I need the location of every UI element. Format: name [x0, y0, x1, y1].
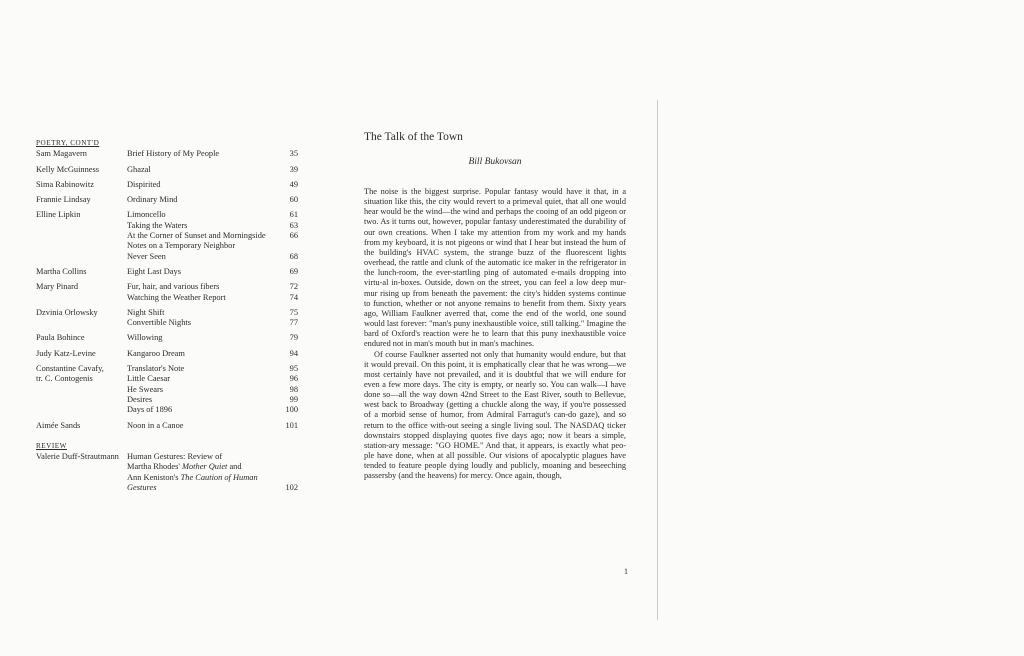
toc-page-number: 35 — [289, 149, 298, 159]
article — [364, 131, 626, 482]
toc-row — [36, 180, 298, 190]
toc-title: Desires — [127, 394, 153, 404]
toc-row — [36, 405, 298, 415]
article-title: The Talk of the Town — [364, 131, 463, 143]
toc-section-heading-poetry: POETRY, CONT'D — [36, 139, 100, 147]
article-paragraph: The noise is the biggest surprise. Popular fantasy would have it that, in a situation like this, the city would revert to a primeval quiet, that all one would hear would be the wind—the wind and perhaps the cooing of an odd pigeon or two. As it turns out, however, popular fantasy underestimated the durability of our own creations. When I take my attention from my work and my hands from my keyboard, it is not pigeons or wind that I hear but instead the hum of the building's HVAC system, the strange buzz of the fluorescent lights overhead, the rattle and clunk of the automatic ice maker in the refrigerator in the lunch-room, the ever-startling ping of automated e-mails dropping into virtu-al in-boxes. Outside, down on the street, you can feel a low deep mur-mur rising up from beneath the pavement: the city's hidden systems continue to function, whether or not anyone remains to benefit from them. Sixty years ago, William Faulkner averred that, come the end of the world, one sound would last forever: "man's puny inexhaustible voice, still talking." Imagine the bard of Oxford's reaction were he to learn that this puny inexhaustible voice endured not in man's mouth but in man's machines. — [364, 187, 626, 349]
toc-title: Willowing — [127, 333, 163, 343]
toc-row — [36, 252, 298, 262]
toc-row — [36, 231, 298, 241]
toc-page-number: 99 — [289, 394, 298, 404]
toc-row — [36, 374, 298, 384]
toc-author: Dzvinia Orlowsky — [36, 307, 98, 317]
toc-author: Aimée Sands — [36, 420, 81, 430]
toc-page-number: 77 — [289, 318, 298, 328]
article-byline: Bill Bukovsan — [468, 157, 522, 167]
toc-page-number: 94 — [289, 348, 298, 358]
toc-entry-group — [36, 421, 298, 431]
toc-title: Night Shift — [127, 307, 165, 317]
toc-title: Ordinary Mind — [127, 195, 178, 205]
toc-page-number: 72 — [289, 282, 298, 292]
toc-title: Human Gestures: Review of — [127, 452, 223, 462]
toc-page-number: 63 — [289, 220, 298, 230]
toc-title: Ann Keniston's The Caution of Human — [127, 472, 258, 482]
toc-page-number: 49 — [289, 179, 298, 189]
toc-author: Sam Magavern — [36, 149, 87, 159]
toc-title: Limoncello — [127, 210, 166, 220]
toc-entry-group — [36, 210, 298, 261]
toc-title: Never Seen — [127, 251, 166, 261]
toc-title: Watching the Weather Report — [127, 292, 226, 302]
toc-entry-group — [36, 267, 298, 277]
toc-page-number: 39 — [289, 164, 298, 174]
toc-title: Convertible Nights — [127, 318, 191, 328]
toc-title: Noon in a Canoe — [127, 420, 184, 430]
toc-title: Taking the Waters — [127, 220, 188, 230]
toc-row — [36, 195, 298, 205]
toc-row — [36, 333, 298, 343]
toc-poetry-list — [36, 149, 298, 431]
toc-author: Paula Bohince — [36, 333, 85, 343]
toc-author: Mary Pinard — [36, 282, 79, 292]
toc-author: Judy Katz-Levine — [36, 348, 96, 358]
toc-page-number: 101 — [285, 420, 298, 430]
toc-entry-group — [36, 364, 298, 415]
toc-row — [36, 421, 298, 431]
toc-entry-group — [36, 282, 298, 303]
toc-row — [36, 165, 298, 175]
toc-row — [36, 282, 298, 292]
toc-page-number: 69 — [289, 266, 298, 276]
toc-page-number: 66 — [289, 231, 298, 241]
table-of-contents — [36, 138, 298, 498]
toc-row — [36, 364, 298, 374]
toc-title: He Swears — [127, 384, 164, 394]
toc-page-number: 100 — [285, 405, 298, 415]
toc-row — [36, 267, 298, 277]
toc-title: Notes on a Temporary Neighbor — [127, 241, 236, 251]
toc-row — [36, 221, 298, 231]
toc-title: Fur, hair, and various fibers — [127, 282, 220, 292]
toc-page-number: 96 — [289, 374, 298, 384]
toc-title: Translator's Note — [127, 364, 185, 374]
toc-page-number: 68 — [289, 251, 298, 261]
toc-title: At the Corner of Sunset and Morningside — [127, 231, 266, 241]
toc-page-number: 95 — [289, 364, 298, 374]
toc-author-line2: tr. C. Contogenis — [36, 374, 93, 384]
toc-page-number: 98 — [289, 384, 298, 394]
page-number: 1 — [624, 567, 628, 576]
toc-entry-group — [36, 349, 298, 359]
toc-row — [36, 241, 298, 251]
toc-title: Kangaroo Dream — [127, 348, 185, 358]
toc-author: Elline Lipkin — [36, 210, 81, 220]
page-divider — [657, 100, 658, 620]
toc-row — [36, 318, 298, 328]
toc-entry-group — [36, 165, 298, 175]
toc-title: Gestures — [127, 483, 157, 493]
toc-title: Dispirited — [127, 179, 161, 189]
toc-row — [36, 293, 298, 303]
toc-author: Sima Rabinowitz — [36, 179, 94, 189]
toc-title: Eight Last Days — [127, 266, 181, 276]
toc-author: Constantine Cavafy, — [36, 364, 104, 374]
toc-page-number: 60 — [289, 195, 298, 205]
toc-row — [36, 385, 298, 395]
toc-review-entry — [36, 452, 298, 493]
toc-row — [36, 349, 298, 359]
toc-author: Martha Collins — [36, 266, 87, 276]
toc-author: Valerie Duff-Strautmann — [36, 452, 119, 462]
toc-page-number: 102 — [285, 483, 298, 493]
toc-title: Brief History of My People — [127, 149, 220, 159]
toc-entry-group — [36, 180, 298, 190]
toc-author: Frannie Lindsay — [36, 195, 91, 205]
toc-row — [36, 210, 298, 220]
toc-author: Kelly McGuinness — [36, 164, 100, 174]
toc-title: Martha Rhodes' Mother Quiet and — [127, 462, 242, 472]
toc-row — [36, 149, 298, 159]
toc-page-number: 75 — [289, 307, 298, 317]
toc-entry-group — [36, 195, 298, 205]
toc-row — [36, 395, 298, 405]
toc-row — [36, 308, 298, 318]
toc-title: Days of 1896 — [127, 405, 173, 415]
toc-page-number: 79 — [289, 333, 298, 343]
toc-title: Ghazal — [127, 164, 151, 174]
toc-entry-group — [36, 333, 298, 343]
toc-title: Little Caesar — [127, 374, 171, 384]
toc-page-number: 74 — [289, 292, 298, 302]
article-paragraph: Of course Faulkner asserted not only that humanity would endure, but that it would prevail. On this point, it is emphatically clear that he was wrong—we most certainly have not prevailed, and it is doubtful that we will endure for even a few more days. The city is empty, or nearly so. You can walk—I have done so—all the way down 42nd Street to the East River, south to Bellevue, west back to Broadway (getting a chuckle along the way, if you're possessed of a morbid sense of humor, from Admiral Farragut's can-do gaze), and so return to the office with-out seeing a single living soul. The NASDAQ ticker downstairs stopped displaying quotes five days ago; now it bears a simple, station-ary message: "GO HOME." And that, it appears, is exactly what peo-ple have done, when at all possible. Our visions of apocalyptic plagues have tended to feature people dying loudly and publicly, moaning and beseeching passersby (and the heavens) for mercy. Once again, though, — [364, 349, 626, 481]
toc-page-number: 61 — [289, 210, 298, 220]
toc-section-heading-review: REVIEW — [36, 441, 67, 450]
toc-entry-group — [36, 308, 298, 329]
toc-entry-group — [36, 149, 298, 159]
